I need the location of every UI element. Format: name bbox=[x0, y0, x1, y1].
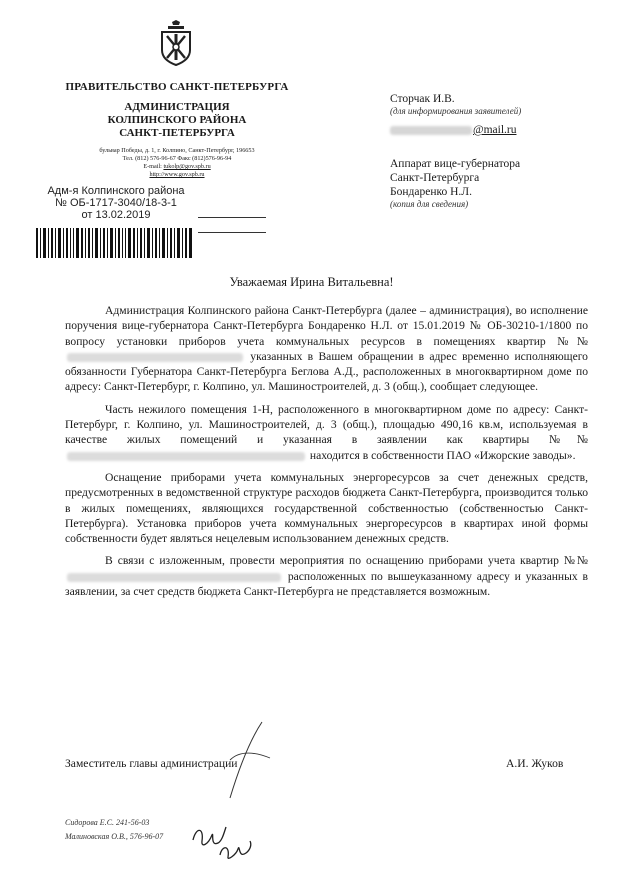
admin-line-1: АДМИНИСТРАЦИЯ bbox=[124, 101, 230, 113]
letter-body bbox=[65, 303, 588, 606]
recipient-2-line-3: Бондаренко Н.Л. bbox=[390, 186, 472, 198]
website-link[interactable]: http://www.gov.spb.ru bbox=[149, 171, 205, 178]
recipient-2-line-1: Аппарат вице-губернатора bbox=[390, 158, 521, 170]
executor-2: Малиновская О.В., 576-96-07 bbox=[65, 832, 164, 841]
redacted-apartments bbox=[67, 452, 305, 461]
redacted-apartments bbox=[67, 353, 243, 362]
barcode-icon bbox=[36, 228, 192, 258]
letterhead-address bbox=[65, 147, 289, 179]
recipients-block bbox=[390, 92, 610, 210]
recipient-1-note: (для информирования заявителей) bbox=[390, 106, 522, 116]
recipient-1-email-domain[interactable]: @mail.ru bbox=[473, 124, 517, 136]
recipient-2-note: (копия для сведения) bbox=[390, 199, 469, 209]
salutation: Уважаемая Ирина Витальевна! bbox=[229, 275, 394, 289]
registration-stamp bbox=[41, 185, 191, 221]
address-line-1: бульвар Победы, д. 1, г. Колпино, Санкт-Петербург, 196653 bbox=[99, 147, 255, 154]
address-email-row bbox=[65, 163, 289, 171]
paragraph-4-part-a: В связи с изложенным, провести мероприятия по оснащению приборами учета квартир №№ bbox=[105, 554, 588, 568]
email-label: E-mail: bbox=[143, 163, 162, 170]
redacted-apartments bbox=[67, 573, 281, 582]
paragraph-2 bbox=[65, 402, 588, 463]
handwritten-initials-icon bbox=[188, 815, 268, 865]
paragraph-3: Оснащение приборами учета коммунальных энергоресурсов за счет денежных средств, предусмотренных в ведомственной структуре расходов бюджета Санкт-Петербурга, производится только в жилых помещениях, являющихся государственной собственностью (собственностью Санкт-Петербурга). Установка приборов учета коммунальных энергоресурсов в квартирах иной формы собственности будет являться нецелевым использованием денежных средств. bbox=[65, 470, 588, 546]
government-title: ПРАВИТЕЛЬСТВО САНКТ-ПЕТЕРБУРГА bbox=[65, 81, 289, 93]
admin-line-2: КОЛПИНСКОГО РАЙОНА bbox=[107, 114, 247, 126]
recipient-1-email bbox=[390, 123, 610, 137]
registration-line-1: Адм-я Колпинского района bbox=[47, 185, 185, 197]
saint-petersburg-crest-icon bbox=[158, 20, 194, 66]
paragraph-2-part-b: находится в собственности ПАО «Ижорские заводы». bbox=[309, 448, 576, 462]
registration-blank-lines bbox=[198, 203, 266, 233]
registration-line-3: от 13.02.2019 bbox=[81, 209, 151, 221]
paragraph-1-part-a: Администрация Колпинского района Санкт-Петербурга (далее – администрация), во исполнение поручения вице-губернатора Санкт-Петербурга Бондаренко Н.Л. от 15.01.2019 № ОБ-30210-1/1800 по вопросу установки приборов учета коммунальных ресурсов в помещениях квартир №№ bbox=[65, 304, 588, 348]
registration-line-2: № ОБ-1717-3040/18-3-1 bbox=[55, 197, 177, 209]
address-line-2: Тел. (812) 576-96-67 Факс (812)576-96-94 bbox=[122, 155, 232, 162]
recipient-1-name: Сторчак И.В. bbox=[390, 93, 455, 105]
paragraph-1 bbox=[65, 303, 588, 395]
signatory-title: Заместитель главы администрации bbox=[65, 757, 238, 770]
paragraph-4 bbox=[65, 553, 588, 599]
paragraph-1-part-b: указанных в Вашем обращении в адрес временно исполняющего обязанности Губернатора Санкт-Петербурга Беглова А.Д., расположенных в многоквартирном доме по адресу: Санкт-Петербург, г. Колпино, ул. Машиностроителей, д. 3 (общ.), сообщает следующее. bbox=[65, 349, 588, 394]
recipient-2-line-2: Санкт-Петербурга bbox=[390, 172, 480, 184]
administration-title bbox=[65, 101, 289, 140]
paragraph-4-part-b: расположенных по вышеуказанному адресу и указанных в заявлении, за счет средств бюджета Санкт-Петербурга не представляется возможным. bbox=[65, 569, 589, 599]
signatory-name: А.И. Жуков bbox=[506, 757, 564, 770]
paragraph-2-part-a: Часть нежилого помещения 1-Н, расположенного в многоквартирном доме по адресу: Санкт-Петербург, г. Колпино, ул. Машиностроителей, д. 3 (общ.), площадью 490,16 кв.м, используемая в качестве жилых помещений и указанная в заявлении как квартиры №№ bbox=[65, 402, 588, 447]
email-link[interactable]: tukolp@gov.spb.ru bbox=[163, 163, 211, 170]
redacted-email-user bbox=[390, 126, 472, 135]
admin-line-3: САНКТ-ПЕТЕРБУРГА bbox=[119, 127, 235, 139]
executors-block bbox=[65, 816, 163, 844]
executor-1: Сидорова Е.С. 241-56-03 bbox=[65, 818, 150, 827]
